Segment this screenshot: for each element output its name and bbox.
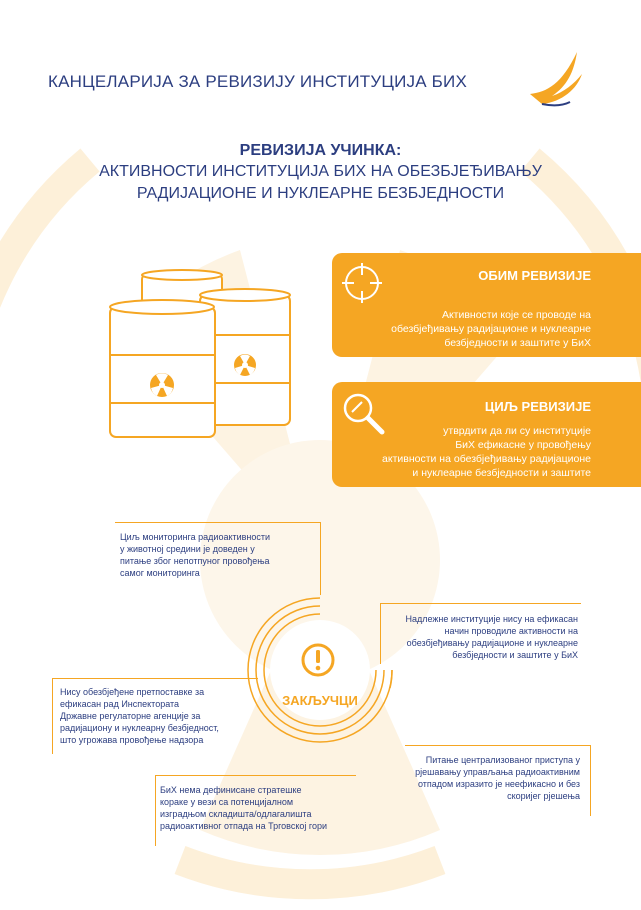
scope-line2: обезбјеђивању радијационе и нуклеарне — [391, 323, 591, 335]
exclamation-icon — [300, 642, 336, 678]
goal-line2: БиХ ефикасне у провођењу — [455, 439, 591, 451]
goal-card — [332, 382, 641, 487]
conclusions-label: ЗАКЉУЧЦИ — [282, 693, 358, 708]
note3-text: Нису обезбјеђене претпоставке за ефикасан рад Инспектората Државне регулаторне агенције за радијациону и нуклеарну безбједност, што угрожава провођење надзора — [60, 687, 219, 745]
scope-card — [332, 253, 641, 357]
report-subtitle-line1: АКТИВНОСТИ ИНСТИТУЦИЈА БИХ НА ОБЕЗБЈЕЂИВАЊУ — [99, 163, 542, 180]
target-icon — [340, 261, 384, 305]
scope-line3: безбједности и заштите у БиХ — [444, 337, 591, 349]
scope-line1: Активности које се проводе на — [441, 309, 591, 321]
note2-text: Надлежне институције нису на ефикасан начин проводиле активности на обезбјеђивању радијационе и нуклеарне безбједности и заштите у БиХ — [405, 614, 578, 660]
report-subtitle-line2: РАДИЈАЦИОНЕ И НУКЛЕАРНЕ БЕЗБЈЕДНОСТИ — [136, 185, 505, 202]
agency-title: КАНЦЕЛАРИЈА ЗА РЕВИЗИЈУ ИНСТИТУЦИЈА БИХ — [48, 72, 467, 91]
report-heading: РЕВИЗИЈА УЧИНКА: — [239, 142, 402, 159]
note1-text: Циљ мониторинга радиоактивности у животној средини је доведен у питање због непотпуног провођења самог мониторинга — [120, 532, 271, 578]
goal-line1: утврдити да ли су институције — [443, 425, 591, 437]
goal-line3: активности на обезбјеђивању радијационе — [382, 453, 591, 465]
note4-text: Питање централизованог приступа у рјешавању управљања радиоактивним отпадом изразито је неефикасно и без скоријег рјешења — [415, 755, 580, 801]
magnifier-icon — [340, 390, 386, 436]
radioactive-barrels-icon — [100, 265, 300, 440]
scope-card-title: ОБИМ РЕВИЗИЈЕ — [478, 268, 591, 283]
wing-logo-icon — [522, 44, 592, 114]
goal-line4: и нуклеарне безбједности и заштите — [412, 467, 591, 479]
note5-text: БиХ нема дефинисане стратешке кораке у вези са потенцијалном изградњом складишта/одлагалишта радиоактивног отпада на Трговској гори — [160, 785, 328, 831]
goal-card-title: ЦИЉ РЕВИЗИЈЕ — [484, 399, 591, 414]
